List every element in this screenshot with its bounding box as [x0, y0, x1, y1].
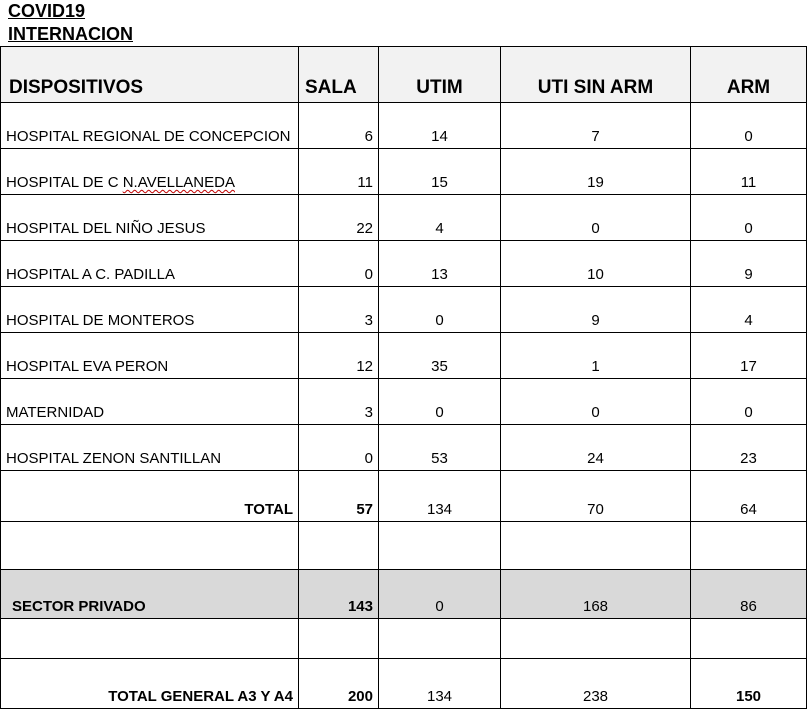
uti-sin-arm-cell[interactable]: 9 [501, 287, 691, 333]
table-row [1, 333, 807, 379]
hospital-name-cell[interactable] [1, 241, 299, 287]
uti-sin-arm-cell[interactable]: 19 [501, 149, 691, 195]
table-row [1, 425, 807, 471]
sala-cell[interactable]: 11 [299, 149, 379, 195]
header-sala[interactable]: SALA [299, 47, 379, 103]
utim-cell[interactable]: 4 [379, 195, 501, 241]
internacion-table [0, 46, 807, 709]
arm-cell[interactable]: 4 [691, 287, 807, 333]
report-title: COVID19 [8, 1, 86, 21]
header-uti-sin-arm[interactable]: UTI SIN ARM [501, 47, 691, 103]
empty-cell[interactable] [299, 522, 379, 570]
utim-cell[interactable]: 13 [379, 241, 501, 287]
empty-cell[interactable] [501, 619, 691, 659]
arm-cell[interactable]: 0 [691, 195, 807, 241]
arm-cell[interactable]: 11 [691, 149, 807, 195]
header-utim[interactable]: UTIM [379, 47, 501, 103]
hospital-name: HOSPITAL ZENON SANTILLAN [6, 450, 222, 467]
hospital-name: HOSPITAL DE C [6, 174, 123, 191]
sala-cell[interactable]: 3 [299, 287, 379, 333]
total-general-sala[interactable]: 200 [299, 659, 379, 709]
empty-cell[interactable] [691, 522, 807, 570]
table-row [1, 103, 807, 149]
hospital-name-cell[interactable] [1, 333, 299, 379]
arm-cell[interactable]: 9 [691, 241, 807, 287]
arm-cell[interactable]: 17 [691, 333, 807, 379]
table-row [1, 379, 807, 425]
arm-cell[interactable]: 23 [691, 425, 807, 471]
spellcheck-word: N.AVELLANEDA [122, 174, 235, 191]
uti-sin-arm-cell[interactable]: 1 [501, 333, 691, 379]
empty-row [1, 522, 807, 570]
hospital-name: HOSPITAL EVA PERON [6, 358, 169, 375]
utim-cell[interactable]: 15 [379, 149, 501, 195]
utim-cell[interactable]: 14 [379, 103, 501, 149]
uti-sin-arm-cell[interactable]: 0 [501, 379, 691, 425]
total-general-label[interactable]: TOTAL GENERAL A3 Y A4 [1, 659, 299, 709]
utim-cell[interactable]: 35 [379, 333, 501, 379]
total-general-row [1, 659, 807, 709]
hospital-name: HOSPITAL REGIONAL DE CONCEPCION [6, 128, 291, 145]
uti-sin-arm-cell[interactable]: 0 [501, 195, 691, 241]
hospital-name-cell[interactable] [1, 103, 299, 149]
hospital-name: HOSPITAL DE MONTEROS [6, 312, 195, 329]
report-subtitle: INTERNACION [8, 24, 133, 44]
sector-privado-arm[interactable]: 86 [691, 570, 807, 619]
hospital-name: HOSPITAL DEL NIÑO JESUS [6, 220, 206, 237]
sala-cell[interactable]: 3 [299, 379, 379, 425]
utim-cell[interactable]: 0 [379, 287, 501, 333]
utim-cell[interactable]: 0 [379, 379, 501, 425]
total-uti-sin-arm[interactable]: 70 [501, 471, 691, 522]
total-label[interactable]: TOTAL [1, 471, 299, 522]
table-row [1, 287, 807, 333]
uti-sin-arm-cell[interactable]: 24 [501, 425, 691, 471]
uti-sin-arm-cell[interactable]: 10 [501, 241, 691, 287]
table-row [1, 195, 807, 241]
sala-cell[interactable]: 0 [299, 241, 379, 287]
sector-privado-utim[interactable]: 0 [379, 570, 501, 619]
sector-privado-uti-sin-arm[interactable]: 168 [501, 570, 691, 619]
arm-cell[interactable]: 0 [691, 103, 807, 149]
hospital-name-cell[interactable] [1, 379, 299, 425]
empty-cell[interactable] [501, 522, 691, 570]
hospital-name-cell[interactable] [1, 287, 299, 333]
total-general-arm[interactable]: 150 [691, 659, 807, 709]
sala-cell[interactable]: 0 [299, 425, 379, 471]
sala-cell[interactable]: 12 [299, 333, 379, 379]
empty-cell[interactable] [1, 619, 299, 659]
arm-cell[interactable]: 0 [691, 379, 807, 425]
hospital-name-cell[interactable] [1, 149, 299, 195]
empty-row [1, 619, 807, 659]
hospital-name: MATERNIDAD [6, 404, 105, 421]
empty-cell[interactable] [1, 522, 299, 570]
sector-privado-label[interactable]: SECTOR PRIVADO [1, 570, 299, 619]
total-general-utim[interactable]: 134 [379, 659, 501, 709]
empty-cell[interactable] [299, 619, 379, 659]
table-row [1, 241, 807, 287]
total-row [1, 471, 807, 522]
sala-cell[interactable]: 22 [299, 195, 379, 241]
total-sala[interactable]: 57 [299, 471, 379, 522]
total-utim[interactable]: 134 [379, 471, 501, 522]
header-row [1, 47, 807, 103]
header-dispositivos[interactable]: DISPOSITIVOS [1, 47, 299, 103]
hospital-name-cell[interactable] [1, 195, 299, 241]
empty-cell[interactable] [691, 619, 807, 659]
sala-cell[interactable]: 6 [299, 103, 379, 149]
table-row [1, 149, 807, 195]
sector-privado-row [1, 570, 807, 619]
hospital-name: HOSPITAL A C. PADILLA [6, 266, 175, 283]
utim-cell[interactable]: 53 [379, 425, 501, 471]
total-arm[interactable]: 64 [691, 471, 807, 522]
header-arm[interactable]: ARM [691, 47, 807, 103]
sector-privado-sala[interactable]: 143 [299, 570, 379, 619]
total-general-uti-sin-arm[interactable]: 238 [501, 659, 691, 709]
uti-sin-arm-cell[interactable]: 7 [501, 103, 691, 149]
empty-cell[interactable] [379, 522, 501, 570]
empty-cell[interactable] [379, 619, 501, 659]
hospital-name-cell[interactable] [1, 425, 299, 471]
